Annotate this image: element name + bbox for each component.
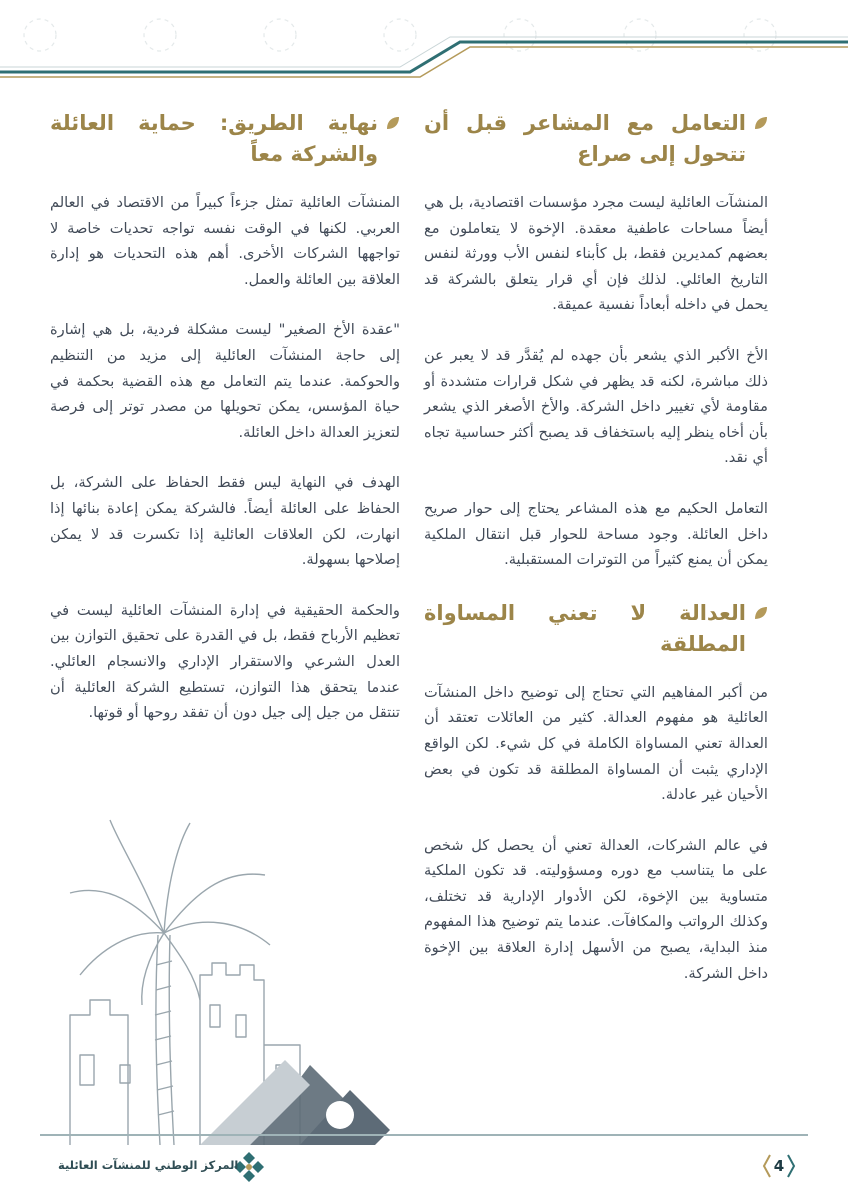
paragraph: في عالم الشركات، العدالة تعني أن يحصل كل شخص على ما يتناسب مع دوره ومسؤوليته. قد تكون الملكية متساوية بين الإخوة، لكن الأدوار الإدارية قد تختلف، وكذلك الرواتب والمكافآت. عندما يتم توضيح هذا المفهوم منذ البداية، يصبح من الأسهل إدارة العلاقة بين الإخوة داخل الشركة.: [424, 836, 768, 982]
paragraph: "عقدة الأخ الصغير" ليست مشكلة فردية، بل هي إشارة إلى حاجة المنشآت العائلية إلى مزيد من التنظيم والحوكمة. عندما يتم التعامل مع هذه القضية بحكمة في حياة المؤسس، يمكن تحويلها من مصدر توتر إلى فرصة لتعزيز العدالة داخل العائلة.: [50, 321, 400, 441]
leaf-bullet-icon: [754, 116, 768, 130]
section-heading-text: التعامل مع المشاعر قبل أن تتحول إلى صراع: [424, 111, 746, 166]
paragraph: من أكبر المفاهيم التي تحتاج إلى توضيح داخل المنشآت العائلية هو مفهوم العدالة. كثير من العائلات تعتقد أن العدالة تعني المساواة الكاملة في كل شيء. لكن الواقع الإداري يثبت أن المساواة المطلقة قد تكون في بعض الأحيان غير عادلة.: [424, 683, 768, 804]
page-number-bracket-icon: [762, 1152, 796, 1180]
section-heading-justice: [424, 598, 768, 660]
top-decorative-band: [0, 0, 848, 80]
page-number-text: 4: [773, 1157, 785, 1175]
paragraph: التعامل الحكيم مع هذه المشاعر يحتاج إلى حوار صريح داخل العائلة. وجود مساحة للحوار قبل انتقال الملكية يمكن أن يمنع كثيراً من التوترات المستقبلية.: [424, 499, 768, 569]
page-number: [762, 1152, 796, 1180]
paragraph: الأخ الأكبر الذي يشعر بأن جهده لم يُقدَّر قد لا يعبر عن ذلك مباشرة، لكنه قد يظهر في شكل قرارات متشددة أو مقاومة لأي تغيير داخل الشركة. والأخ الأصغر الذي يشعر بأن أخاه ينظر إليه باستخفاف قد يصبح أكثر حساسية تجاه أي نقد.: [424, 346, 768, 467]
leaf-bullet-icon: [386, 116, 400, 130]
section-heading-text: العدالة لا تعني المساواة المطلقة: [424, 600, 746, 656]
leaf-bullet-icon: [754, 606, 768, 620]
footer-divider: [40, 1134, 808, 1136]
footer-organization-name: المركز الوطني للمنشآت العائلية: [58, 1158, 239, 1172]
paragraph: المنشآت العائلية ليست مجرد مؤسسات اقتصادية، بل هي أيضاً مساحات عاطفية معقدة. الإخوة لا يتعاملون مع بعضهم كمديرين فقط، بل كأبناء لنفس الأب وورثة لنفس التاريخ العائلي. لذلك فإن أي قرار يتعلق بالشركة قد يحمل في داخله أبعاداً نفسية عميقة.: [424, 194, 768, 314]
section-heading-text: نهاية الطريق: حماية العائلة والشركة معاً: [50, 111, 378, 166]
left-column: [50, 108, 400, 751]
paragraph: والحكمة الحقيقية في إدارة المنشآت العائلية ليست في تعظيم الأرباح فقط، بل في القدرة على تحقيق التوازن بين العدل الشرعي والاستقرار الإداري والانسجام العائلي. عندما يتحقق هذا التوازن، تستطيع الشركة العائلية أن تنتقل من جيل إلى جيل دون أن تفقد روحها أو قوتها.: [50, 601, 400, 722]
right-column: [424, 108, 768, 1011]
palm-building-illustration: [50, 815, 410, 1145]
paragraph: الهدف في النهاية ليس فقط الحفاظ على الشركة، بل الحفاظ على العائلة أيضاً. فالشركة يمكن إعادة بنائها إذا انهارت، لكن العلاقات العائلية إذا تكسرت قد لا يمكن إصلاحها بسهولة.: [50, 474, 400, 569]
section-heading-emotions: [424, 108, 768, 170]
section-heading-conclusion: [50, 108, 400, 170]
paragraph: المنشآت العائلية تمثل جزءاً كبيراً من الاقتصاد في العالم العربي. لكنها في الوقت نفسه تواجه تحديات خاصة لا تواجهها الشركات الأخرى. أهم هذه التحديات هو إدارة العلاقة بين العائلة والعمل.: [50, 194, 400, 288]
